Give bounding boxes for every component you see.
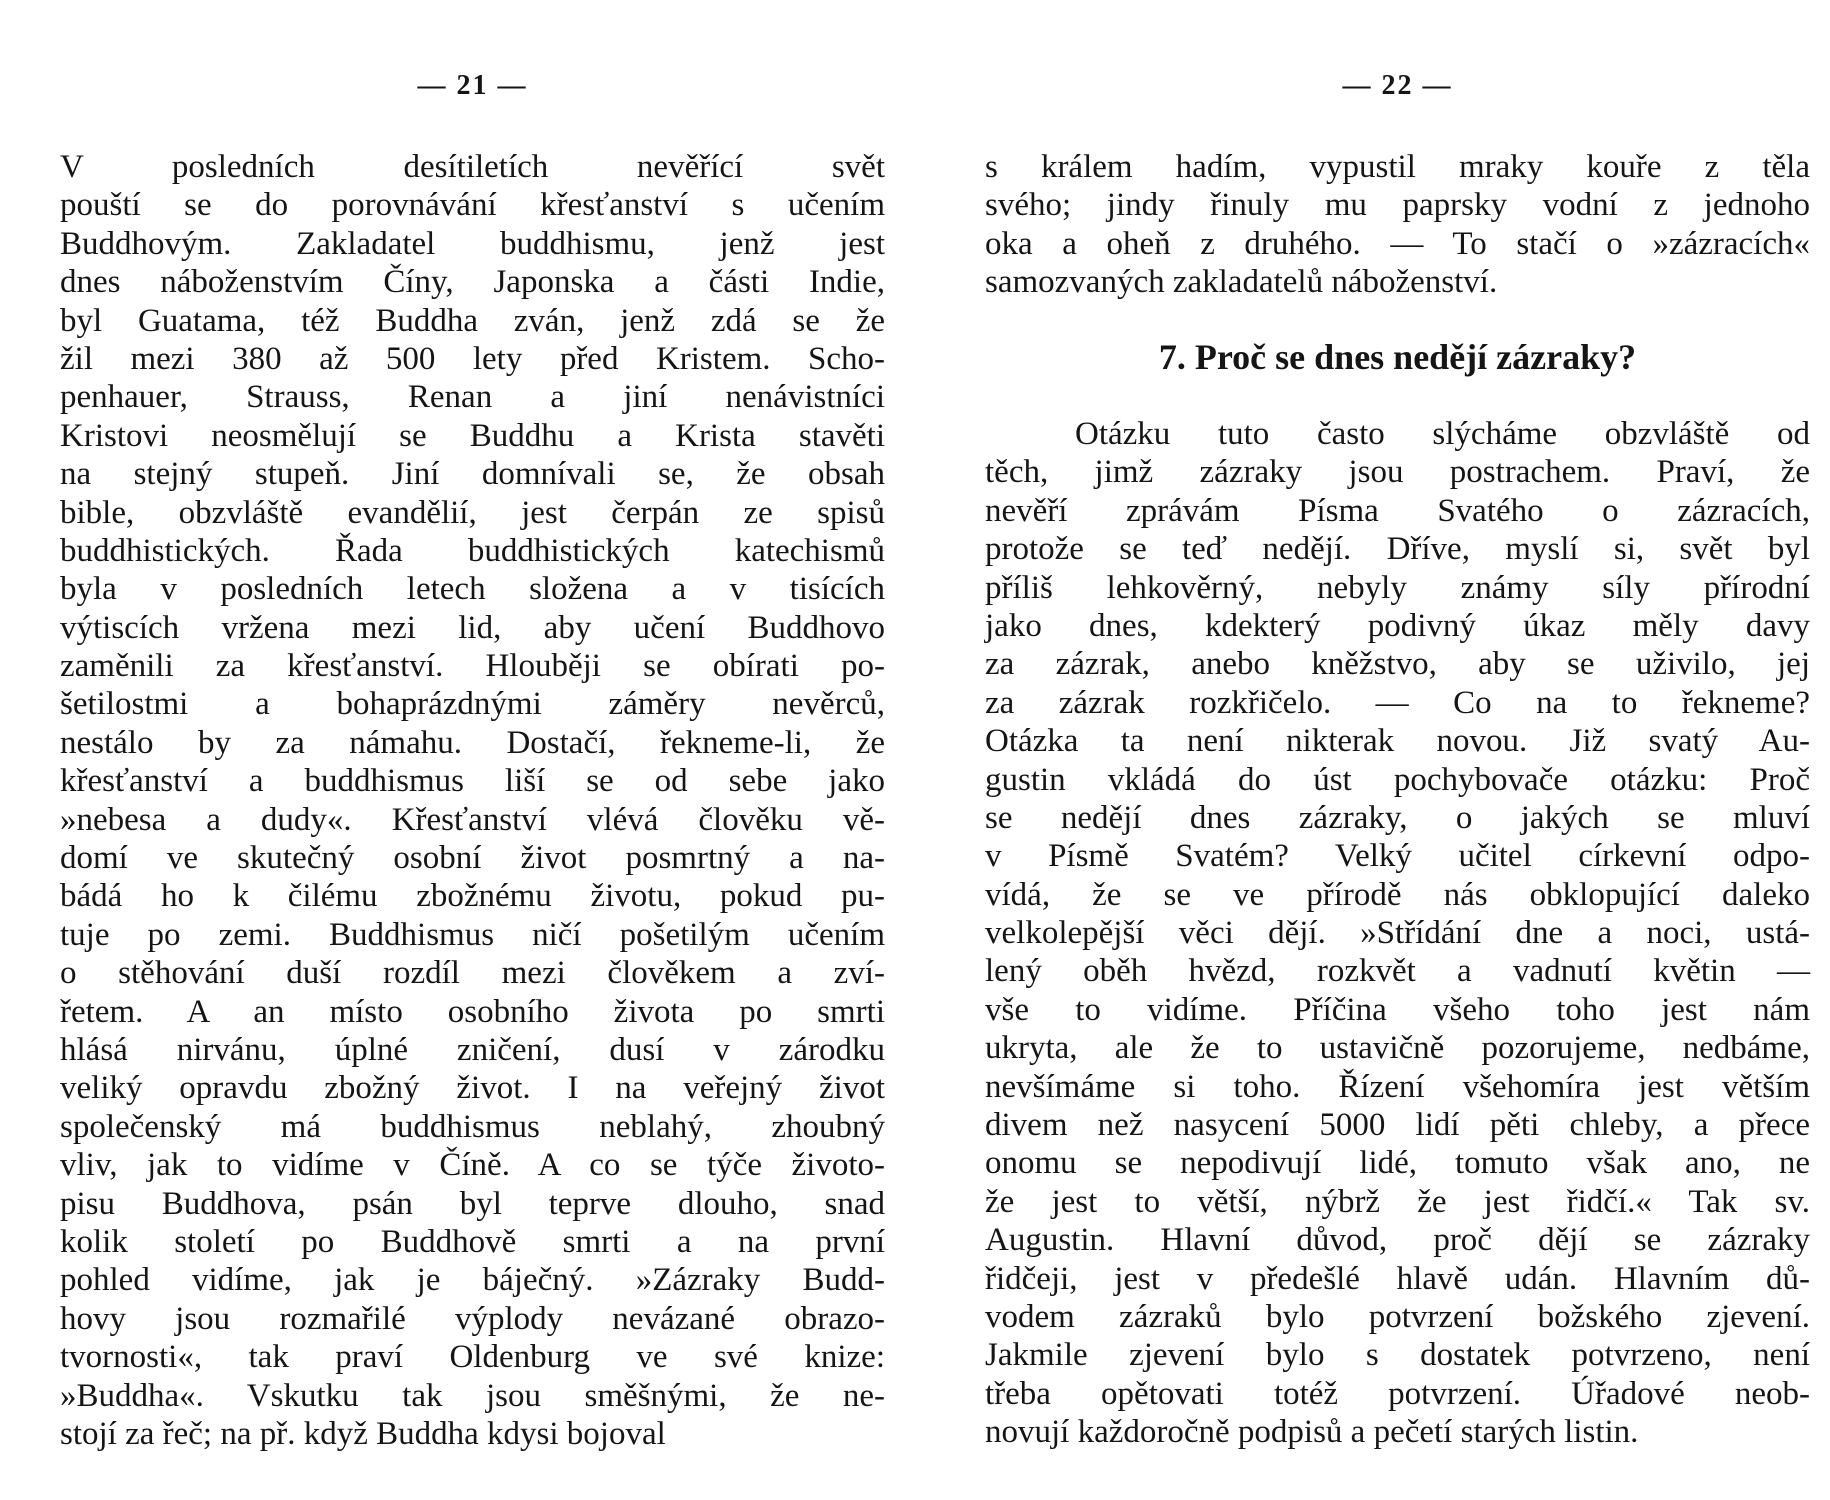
text-line: »Buddha«. Vskutku tak jsou směšnými, že ne- (60, 1377, 885, 1414)
text-line: zaměnili za křesťanství. Hlouběji se obírati po- (60, 648, 885, 685)
text-line: byla v posledních letech složena a v tisících (60, 571, 885, 608)
text-line: Kristovi neosmělují se Buddhu a Krista stavěti (60, 417, 885, 454)
text-line: společenský má buddhismus neblahý, zhoubný (60, 1108, 885, 1145)
text-line: Jakmile zjevení bylo s dostatek potvrzeno, není (985, 1337, 1810, 1374)
text-line: příliš lehkověrný, nebyly známy síly přírodní (985, 569, 1810, 606)
text-line: pisu Buddhova, psán byl teprve dlouho, snad (60, 1185, 885, 1222)
text-line: bible, obzvláště evandělií, jest čerpán ze spisů (60, 494, 885, 531)
text-line: divem než nasycení 5000 lidí pěti chleby, a přece (985, 1107, 1810, 1144)
text-line: hovy jsou rozmařilé výplody nevázané obrazo- (60, 1300, 885, 1337)
text-line: za zázrak, anebo kněžstvo, aby se uživilo, jej (985, 646, 1810, 683)
text-line: Otázka ta není nikterak novou. Již svatý Au- (985, 723, 1810, 760)
text-line: novují každoročně podpisů a pečetí starých listin. (985, 1414, 1639, 1451)
text-line: onomu se nepodivují lidé, tomuto však ano, ne (985, 1145, 1810, 1182)
text-line: domí ve skutečný osobní život posmrtný a na- (60, 840, 885, 877)
text-line: tvornosti«, tak praví Oldenburg ve své knize: (60, 1339, 885, 1376)
text-line: penhauer, Strauss, Renan a jiní nenávistníci (60, 379, 885, 416)
text-line: výtiscích vržena mezi lid, aby učení Buddhovo (60, 609, 885, 646)
text-line: protože se teď nedějí. Dříve, myslí si, svět byl (985, 531, 1810, 568)
text-line: byl Guatama, též Buddha zván, jenž zdá se že (60, 302, 885, 339)
text-line: dnes náboženstvím Číny, Japonska a části Indie, (60, 264, 885, 301)
text-line: kolik století po Buddhově smrti a na první (60, 1223, 885, 1260)
text-line: tuje po zemi. Buddhismus ničí pošetilým učením (60, 916, 885, 953)
left-page (60, 0, 885, 1500)
text-line: se nedějí dnes zázraky, o jakých se mluví (985, 799, 1810, 836)
text-line: gustin vkládá do úst pochybovače otázku: Proč (985, 761, 1810, 798)
text-line: vliv, jak to vidíme v Číně. A co se týče životo- (60, 1147, 885, 1184)
text-line: nevšímáme si toho. Řízení všehomíra jest větším (985, 1068, 1810, 1105)
text-line: řidčeji, jest v předešlé hlavě udán. Hlavním dů- (985, 1260, 1810, 1297)
text-line: křesťanství a buddhismus liší se od sebe jako (60, 763, 885, 800)
text-line: šetilostmi a bohaprázdnými záměry nevěrců, (60, 686, 885, 723)
text-line: »nebesa a dudy«. Křesťanství vlévá člověku vě- (60, 801, 885, 838)
text-line: oka a oheň z druhého. — To stačí o »zázracích« (985, 225, 1810, 262)
text-line: V posledních desítiletích nevěřící svět (60, 149, 885, 185)
page-number-left: — 21 — (417, 70, 528, 101)
text-line: třeba opětovati totéž potvrzení. Úřadové neob- (985, 1375, 1810, 1412)
text-line: vše to vidíme. Příčina všeho toho jest nám (985, 991, 1810, 1028)
text-line: vodem zázraků bylo potvrzení božského zjevení. (985, 1298, 1810, 1335)
text-line: na stejný stupeň. Jiní domnívali se, že obsah (60, 456, 885, 493)
text-line: pohled vidíme, jak je báječný. »Zázraky Budd- (60, 1262, 885, 1299)
text-line: lený oběh hvězd, rozkvět a vadnutí květin — (985, 953, 1810, 990)
text-line: bádá ho k čilému zbožnému životu, pokud pu- (60, 878, 885, 915)
text-line: stojí za řeč; na př. když Buddha kdysi bojoval (60, 1415, 666, 1452)
text-line: Otázku tuto často slýcháme obzvláště od (1075, 416, 1810, 452)
text-line: ukryta, ale že to ustavičně pozorujeme, nedbáme, (985, 1030, 1810, 1067)
right-page-text (985, 415, 1810, 1452)
text-line: samozvaných zakladatelů náboženství. (985, 264, 1498, 301)
text-line: pouští se do porovnávání křesťanství s učením (60, 187, 885, 224)
text-line: řetem. A an místo osobního života po smrti (60, 993, 885, 1030)
text-line: těch, jimž zázraky jsou postrachem. Praví, že (985, 454, 1810, 491)
right-page (985, 0, 1810, 1500)
text-line: svého; jindy řinuly mu paprsky vodní z jednoho (985, 187, 1810, 224)
section-heading: 7. Proč se dnes nedějí zázraky? (1158, 337, 1637, 377)
text-line: s králem hadím, vypustil mraky kouře z těla (985, 149, 1810, 185)
text-line: nestálo by za námahu. Dostačí, řekneme-li, že (60, 724, 885, 761)
text-line: Augustin. Hlavní důvod, proč dějí se zázraky (985, 1222, 1810, 1259)
left-page-text (60, 148, 885, 1453)
text-line: žil mezi 380 až 500 lety před Kristem. Scho- (60, 340, 885, 377)
text-line: velkolepější věci dějí. »Střídání dne a noci, ustá- (985, 915, 1810, 952)
text-line: nevěří zprávám Písma Svatého o zázracích, (985, 492, 1810, 529)
text-line: vídá, že se ve přírodě nás obklopující daleko (985, 876, 1810, 913)
text-line: za zázrak rozkřičelo. — Co na to řekneme? (985, 684, 1810, 721)
page-number-right: — 22 — (1342, 70, 1453, 101)
text-line: buddhistických. Řada buddhistických katechismů (60, 532, 885, 569)
text-line: v Písmě Svatém? Velký učitel církevní odpo- (985, 838, 1810, 875)
text-line: jako dnes, kdekterý podivný úkaz měly davy (985, 607, 1810, 644)
text-line: Buddhovým. Zakladatel buddhismu, jenž jest (60, 225, 885, 262)
text-line: hlásá nirvánu, úplné zničení, dusí v zárodku (60, 1031, 885, 1068)
text-line: veliký opravdu zbožný život. I na veřejný život (60, 1070, 885, 1107)
right-page-intro-text (985, 148, 1810, 302)
text-line: o stěhování duší rozdíl mezi člověkem a zví- (60, 955, 885, 992)
text-line: že jest to větší, nýbrž že jest řidčí.« Tak sv. (985, 1183, 1810, 1220)
